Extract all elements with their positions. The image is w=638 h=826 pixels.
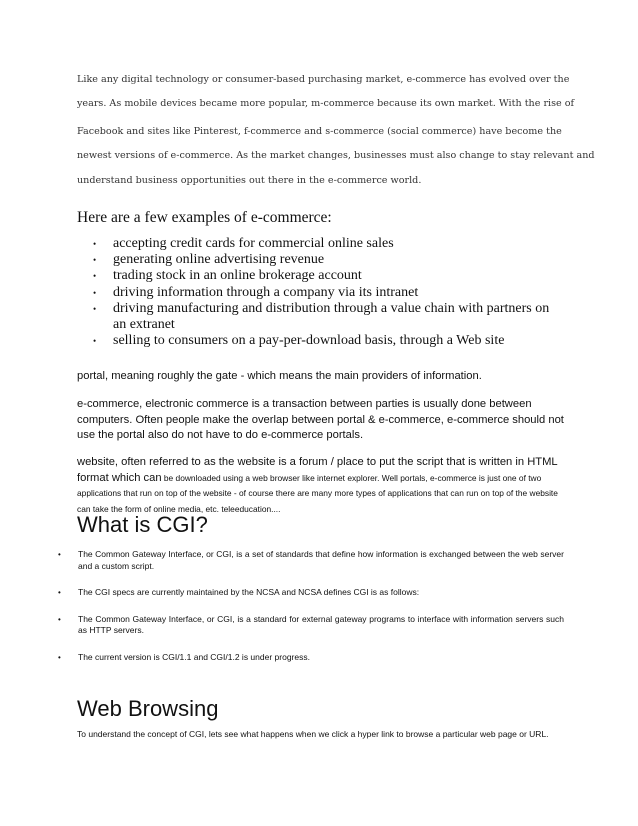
- intro-line: newest versions of e-commerce. As the market changes, businesses must also change to stay relevant and: [77, 150, 595, 161]
- web-browsing-paragraph: To understand the concept of CGI, lets see what happens when we click a hyper link to browse a particular web page or URL.: [77, 729, 549, 739]
- intro-line: Facebook and sites like Pinterest, f-commerce and s-commerce (social commerce) have become the: [77, 126, 562, 137]
- website-text-large: website, often referred to as the website is a forum / place to put the script that is written in HTML format which can: [77, 456, 558, 484]
- bullet-icon: •: [58, 652, 61, 662]
- examples-heading: Here are a few examples of e-commerce:: [77, 209, 332, 226]
- list-item: • The Common Gateway Interface, or CGI, is a set of standards that define how information is exchanged between the web server and a custom script.: [58, 549, 564, 571]
- list-item: • The current version is CGI/1.1 and CGI/1.2 is under progress.: [58, 651, 310, 662]
- list-item: • selling to consumers on a pay-per-download basis, through a Web site: [93, 333, 505, 349]
- bullet-icon: •: [93, 287, 97, 298]
- ecommerce-paragraph: e-commerce, electronic commerce is a transaction between parties is usually done between computers. Often people make the overlap between portal & e-commerce, e-commerce should not use the portal also do not have to do e-commerce portals.: [77, 398, 564, 442]
- list-item: • accepting credit cards for commercial online sales: [93, 236, 394, 251]
- bullet-icon: •: [58, 550, 61, 559]
- bullet-icon: •: [58, 588, 61, 597]
- bullet-icon: •: [93, 303, 97, 314]
- bullet-icon: •: [58, 614, 61, 624]
- bullet-icon: •: [93, 255, 97, 266]
- list-item: • generating online advertising revenue: [93, 252, 325, 268]
- cgi-list: [58, 549, 564, 678]
- intro-line: years. As mobile devices became more popular, m-commerce because its own market. With the rise of: [77, 98, 575, 109]
- cgi-heading: What is CGI?: [77, 512, 208, 537]
- list-item: • driving information through a company via its intranet: [93, 284, 419, 300]
- intro-line: Like any digital technology or consumer-based purchasing market, e-commerce has evolved over the: [77, 74, 570, 85]
- bullet-icon: •: [93, 336, 97, 347]
- bullet-icon: •: [93, 239, 97, 249]
- website-paragraph: [77, 455, 567, 517]
- bullet-icon: •: [93, 271, 97, 282]
- list-item: • The Common Gateway Interface, or CGI, is a standard for external gateway programs to interface with information servers such as HTTP servers.: [58, 613, 564, 635]
- list-item: • trading stock in an online brokerage account: [93, 268, 362, 284]
- portal-paragraph: portal, meaning roughly the gate - which means the main providers of information.: [77, 370, 482, 382]
- list-item: • driving manufacturing and distribution through a value chain with partners on an extranet: [93, 300, 550, 333]
- web-browsing-heading: Web Browsing: [77, 696, 219, 721]
- website-text-small: be downloaded using a web browser like internet explorer. Well portals, e-commerce is just one of two applications that run on top of the website - of course there are many more types of applications that can run on top of the website can take the form of online media, etc. teleeducation....: [77, 472, 558, 514]
- examples-list: [77, 236, 557, 349]
- list-item: • The CGI specs are currently maintained by the NCSA and NCSA defines CGI is as follows:: [58, 587, 420, 597]
- intro-line: understand business opportunities out there in the e-commerce world.: [77, 175, 422, 186]
